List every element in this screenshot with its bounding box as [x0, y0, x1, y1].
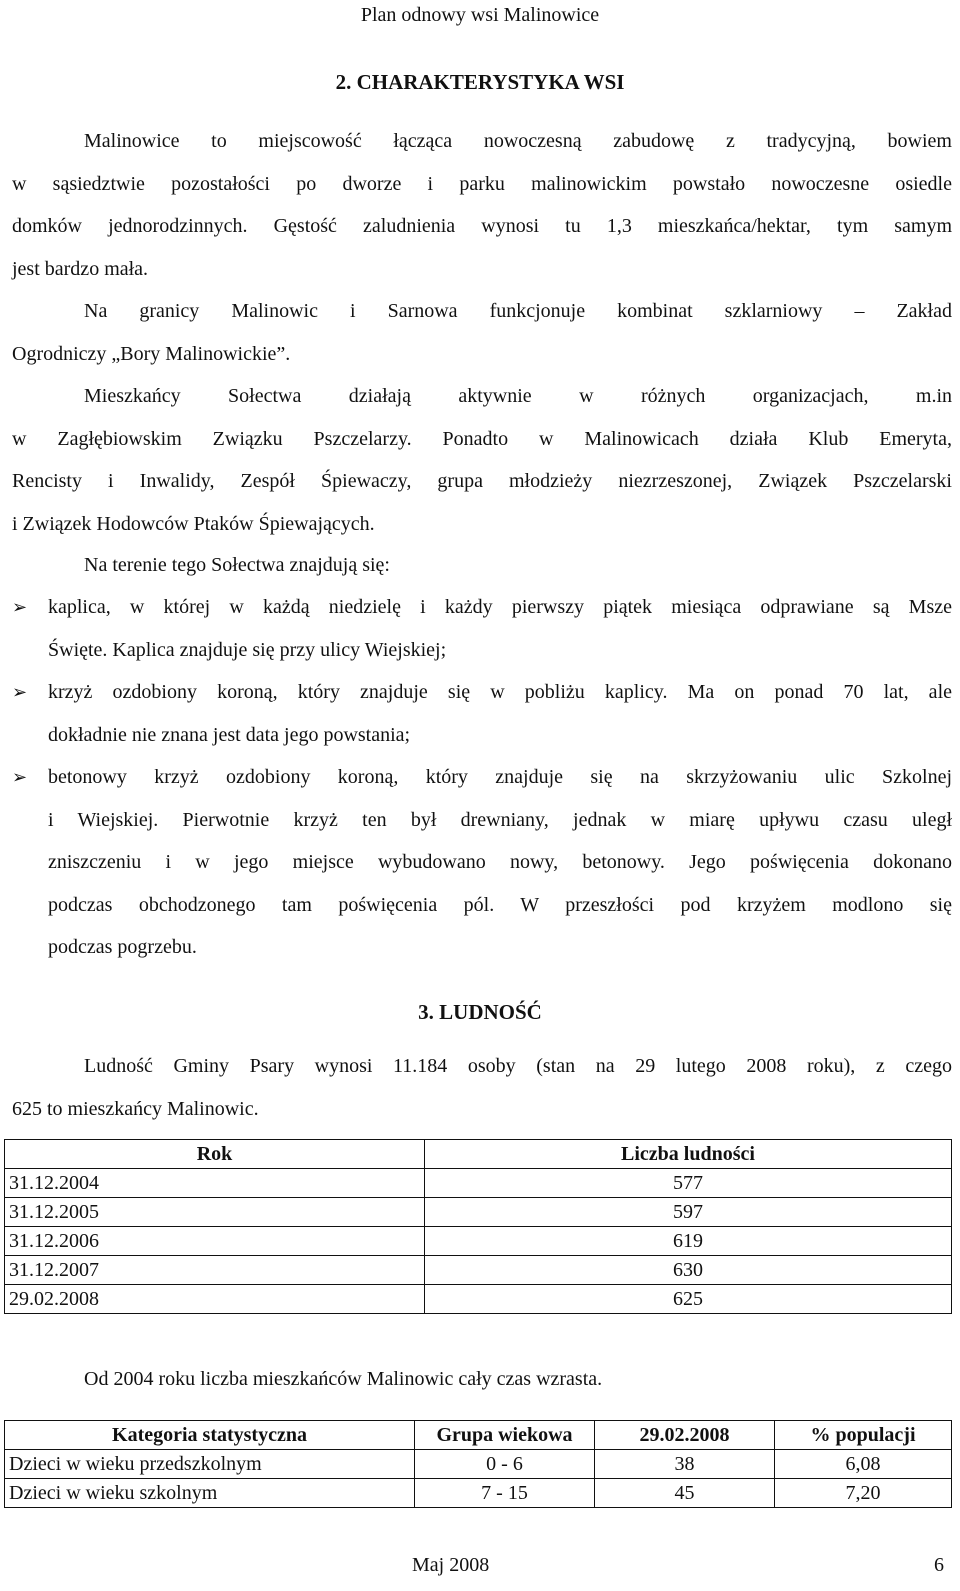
list-item-concrete-cross	[12, 756, 952, 970]
table-row	[5, 1227, 952, 1256]
text-line: krzyż ozdobiony koroną, który znajduje się w pobliżu kaplicy. Ma on ponad 70 lat, ale	[48, 681, 952, 703]
table-cell: 38	[595, 1450, 775, 1479]
page-header: Plan odnowy wsi Malinowice	[360, 4, 600, 26]
table-cell: Dzieci w wieku przedszkolnym	[5, 1450, 415, 1479]
list-item-cross-chapel	[12, 671, 952, 757]
table-cell: 597	[425, 1198, 952, 1227]
text-line: i Wiejskiej. Pierwotnie krzyż ten był drewniany, jednak w miarę upływu czasu uległ	[48, 808, 952, 831]
column-header: 29.02.2008	[595, 1421, 775, 1450]
footer-date: Maj 2008	[412, 1554, 490, 1576]
table-cell: 6,08	[775, 1450, 952, 1479]
table-row	[5, 1256, 952, 1285]
column-header: Rok	[5, 1140, 425, 1169]
paragraph-greenhouse	[12, 290, 952, 375]
table-row	[5, 1285, 952, 1314]
table-cell: 577	[425, 1169, 952, 1198]
text-line: Malinowice to miejscowość łącząca nowoczesną zabudowę z tradycyjną, bowiem	[84, 130, 952, 152]
arrow-bullet-icon: ➢	[12, 767, 28, 787]
paragraph-growth	[12, 1358, 952, 1401]
table-header-row	[5, 1421, 952, 1450]
paragraph-population	[12, 1045, 952, 1130]
text-line: w sąsiedztwie pozostałości po dworze i parku malinowickim powstało nowoczesne osiedle	[12, 172, 952, 195]
text-line: w Zagłębiowskim Związku Pszczelarzy. Ponadto w Malinowicach działa Klub Emeryta,	[12, 427, 952, 450]
table-cell: 619	[425, 1227, 952, 1256]
paragraph-intro	[12, 120, 952, 290]
column-header: % populacji	[775, 1421, 952, 1450]
text-line: dokładnie nie znana jest data jego powstania;	[48, 723, 411, 746]
section-heading-characteristics: 2. CHARAKTERYSTYKA WSI	[335, 70, 625, 94]
table-cell: 31.12.2005	[5, 1198, 425, 1227]
text-line: podczas pogrzebu.	[48, 936, 197, 958]
text-line: jest bardzo mała.	[12, 257, 149, 280]
table-cell: Dzieci w wieku szkolnym	[5, 1479, 415, 1508]
arrow-bullet-icon: ➢	[12, 682, 28, 702]
section-heading-population: 3. LUDNOŚĆ	[418, 1000, 542, 1024]
table-cell: 31.12.2004	[5, 1169, 425, 1198]
arrow-bullet-icon: ➢	[12, 597, 28, 617]
table-cell: 7,20	[775, 1479, 952, 1508]
table-row	[5, 1169, 952, 1198]
age-groups-table	[4, 1420, 952, 1508]
text-line: 625 to mieszkańcy Malinowic.	[12, 1097, 259, 1120]
table-cell: 625	[425, 1285, 952, 1314]
table-row	[5, 1198, 952, 1227]
text-line: Na granicy Malinowic i Sarnowa funkcjonuje kombinat szklarniowy – Zakład	[84, 300, 952, 322]
text-line: Mieszkańcy Sołectwa działają aktywnie w różnych organizacjach, m.in	[84, 385, 952, 407]
table-cell: 0 - 6	[415, 1450, 595, 1479]
table-cell: 31.12.2006	[5, 1227, 425, 1256]
table-row	[5, 1479, 952, 1508]
paragraph-list-intro	[12, 544, 952, 587]
table-header-row	[5, 1140, 952, 1169]
column-header: Kategoria statystyczna	[5, 1421, 415, 1450]
text-line: Święte. Kaplica znajduje się przy ulicy Wiejskiej;	[48, 638, 447, 661]
table-cell: 45	[595, 1479, 775, 1508]
text-line: podczas obchodzonego tam poświęcenia pól. W przeszłości pod krzyżem modlono się	[48, 893, 952, 916]
page-number: 6	[934, 1554, 944, 1576]
text-line: domków jednorodzinnych. Gęstość zaludnienia wynosi tu 1,3 mieszkańca/hektar, tym samym	[12, 215, 952, 237]
paragraph-organizations	[12, 375, 952, 545]
text-line: zniszczeniu i w jego miejsce wybudowano nowy, betonowy. Jego poświęcenia dokonano	[48, 851, 952, 873]
text-line: Na terenie tego Sołectwa znajdują się:	[84, 554, 390, 576]
text-line: Ogrodniczy „Bory Malinowickie”.	[12, 342, 291, 365]
text-line: kaplica, w której w każdą niedzielę i każdy pierwszy piątek miesiąca odprawiane są Msze	[48, 596, 952, 618]
list-item-chapel	[12, 586, 952, 672]
table-cell: 630	[425, 1256, 952, 1285]
text-line: Od 2004 roku liczba mieszkańców Malinowic cały czas wzrasta.	[84, 1368, 603, 1390]
table-row	[5, 1450, 952, 1479]
table-cell: 31.12.2007	[5, 1256, 425, 1285]
population-table	[4, 1139, 952, 1314]
text-line: Rencisty i Inwalidy, Zespół Śpiewaczy, grupa młodzieży niezrzeszonej, Związek Pszczelarski	[12, 470, 952, 492]
text-line: i Związek Hodowców Ptaków Śpiewających.	[12, 512, 375, 535]
text-line: Ludność Gminy Psary wynosi 11.184 osoby (stan na 29 lutego 2008 roku), z czego	[84, 1055, 952, 1077]
column-header: Grupa wiekowa	[415, 1421, 595, 1450]
table-cell: 29.02.2008	[5, 1285, 425, 1314]
text-line: betonowy krzyż ozdobiony koroną, który znajduje się na skrzyżowaniu ulic Szkolnej	[48, 766, 952, 788]
table-cell: 7 - 15	[415, 1479, 595, 1508]
column-header: Liczba ludności	[425, 1140, 952, 1169]
